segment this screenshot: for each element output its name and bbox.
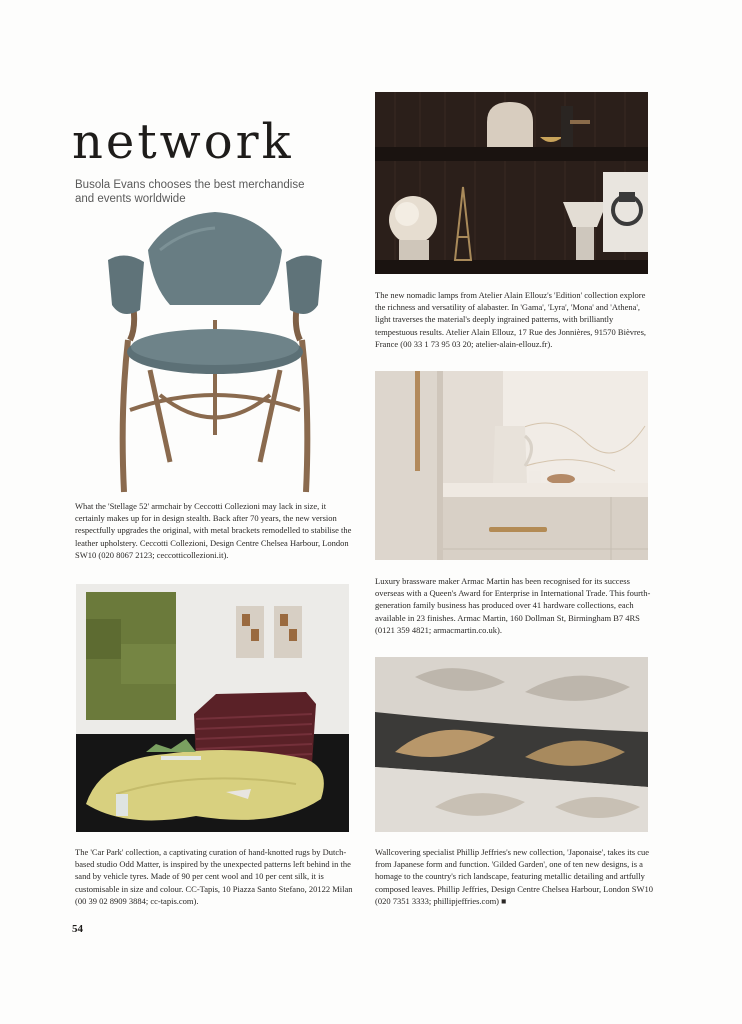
rugs-caption: The 'Car Park' collection, a captivating curation of hand-knotted rugs by Dutch-based studio Odd Matter, is inspired by the unexpected patterns left behind in the sand by vehicle tyres. Made of 90 per cent wool and 10 per cent silk, it is customisable in size and colour. CC-Tapis, 10 Piazza Santo Stefano, 20122 Milan (00 39 02 8909 3884; cc-tapis.com). (75, 847, 353, 906)
lamps-caption: The new nomadic lamps from Atelier Alain Ellouz's 'Edition' collection explore the richness and versatility of alabaster. In 'Gama', 'Lyra', 'Mona' and 'Athena', light traverses the material's deeply ingrained patterns, with brilliantly tempestuous results. Atelier Alain Ellouz, 17 Rue des Jonnières, 91570 Bièvres, France (00 33 1 73 95 03 20; atelier-alain-ellouz.fr). (375, 290, 647, 349)
rugs-photo (76, 584, 349, 832)
brassware-caption: Luxury brassware maker Armac Martin has been recognised for its success overseas with a Queen's Award for Enterprise in International Trade. This fourth-generation family business has produced over 41 hardware collections, each available in 23 finishes. Armac Martin, 160 Dollman St, Birmingham B7 4RS (0121 359 4821; armacmartin.co.uk). (375, 576, 651, 635)
lamps-photo (375, 92, 648, 274)
chair-photo (100, 210, 330, 495)
wallcovering-caption: Wallcovering specialist Phillip Jeffries's new collection, 'Japonaise', takes its cue from Japanese form and function. 'Gilded Garden', one of ten new designs, is a homage to the country's rich landscape, featuring metallic detailing and artfully composed leaves. Phillip Jeffries, Design Centre Chelsea Harbour, London SW10 (020 7351 3333; phillipjeffries.com) ■ (375, 847, 654, 906)
chair-caption: What the 'Stellage 52' armchair by Ceccotti Collezioni may lack in size, it certainly makes up for in design stealth. Back after 70 years, the new version respectfully upgrades the original, with metal brackets remodelled to stabilise the leather upholstery. Ceccotti Collezioni, Design Centre Chelsea Harbour, London SW10 (020 8067 2123; ceccotticollezioni.it). (75, 501, 352, 560)
page-subtitle: Busola Evans chooses the best merchandise and events worldwide (75, 179, 305, 205)
brassware-photo (375, 371, 648, 560)
page-title: network (72, 114, 294, 170)
wallcovering-photo (375, 657, 648, 832)
page-number: 54 (72, 923, 83, 935)
